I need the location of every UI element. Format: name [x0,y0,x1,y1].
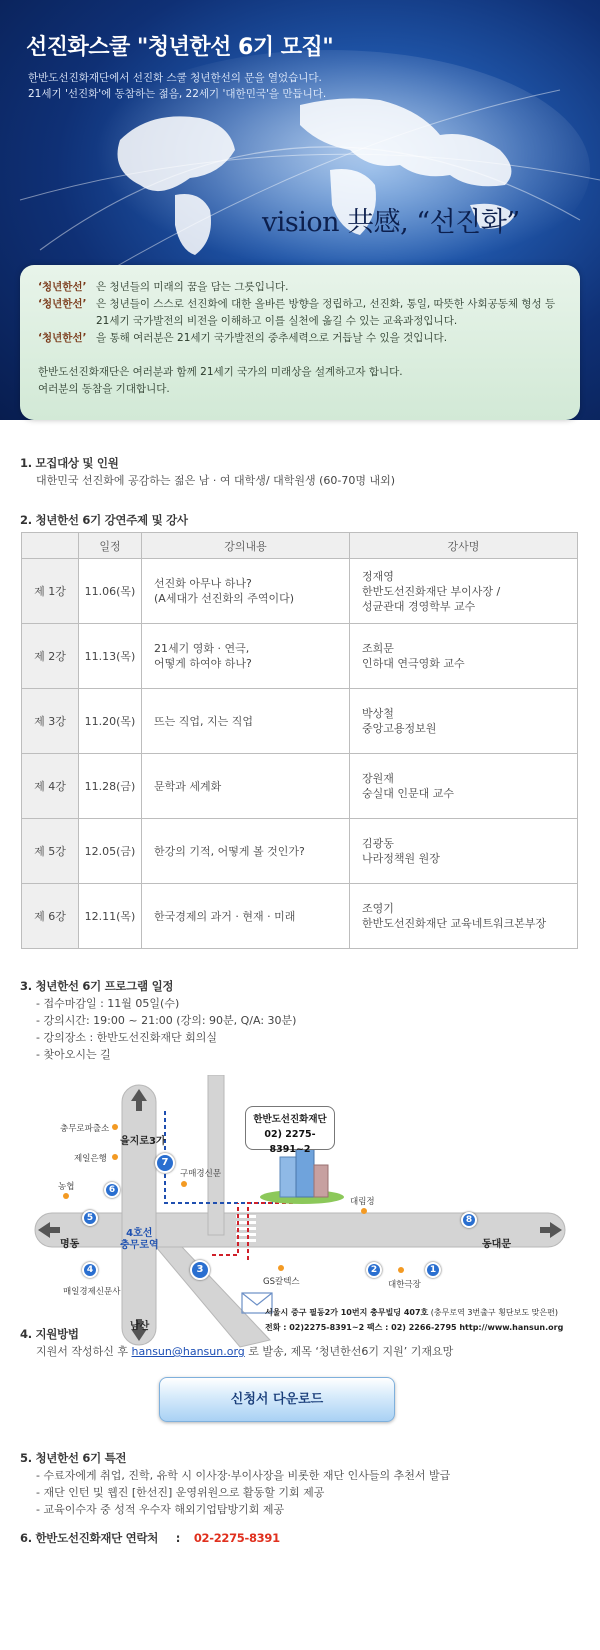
station-label [120,1228,159,1252]
lecture-topic-line: 문학과 세계화 [154,779,222,793]
lecture-topic-line: 21세기 영화 · 연극, [154,642,250,655]
exit-marker: 4 [82,1262,98,1278]
table-header-cell: 일정 [79,533,142,559]
lecture-topic-line: 한국경제의 과거 · 현재 · 미래 [154,909,296,923]
address-note: (충무로역 3번출구 횡단보도 맞은편) [430,1308,558,1317]
landmark-label: 매일경제신문사 [63,1287,121,1297]
lecture-topic-line: 어떻게 하여야 하나? [154,657,252,670]
hero-subtitle [28,70,326,102]
lecturer-line: 성균관대 경영학부 교수 [362,599,476,613]
lecture-topic [142,819,350,884]
contact-colon: : [175,1531,181,1545]
intro-row [38,279,562,296]
exit-marker: 2 [366,1262,382,1278]
landmark-dot [63,1193,69,1199]
intro-row [38,330,562,347]
section-5-title: 5. 청년한선 6기 특전 [20,1451,127,1465]
list-item: - 교육이수자 중 성적 우수자 해외기업탐방기회 제공 [36,1503,285,1516]
lecturer-line: 정재영 [362,569,394,583]
application-download-button[interactable]: 신청서 다운로드 [159,1377,395,1422]
table-row [22,689,578,754]
lecture-date: 11.28(금) [79,754,142,819]
lecturer [350,754,578,819]
lecture-topic [142,559,350,624]
exit-marker: 7 [155,1153,175,1173]
landmark-label: 충무로파출소 [60,1124,110,1134]
hero-subtitle-line: 한반도선진화재단에서 선진화 스쿨 청년한선의 문을 열었습니다. [28,72,322,84]
lecturer-line: 김광동 [362,837,394,850]
exit-marker: 1 [425,1262,441,1278]
lecturer-line: 한반도선진화재단 교육네트워크본부장 [362,917,547,930]
intro-outro-line: 한반도선진화재단은 여러분과 함께 21세기 국가의 미래상을 설계하고자 합니다. [38,366,403,378]
table-header-cell: 강의내용 [142,533,350,559]
list-item: - 강의장소 : 한반도선진화재단 회의실 [36,1031,218,1044]
exit-marker: 6 [104,1182,120,1198]
table-row [22,559,578,624]
intro-outro-line: 여러분의 동참을 기대합니다. [38,383,170,395]
section-4-title: 4. 지원방법 [20,1327,79,1341]
intro-value: 은 청년들의 미래의 꿈을 담는 그릇입니다. [96,281,289,293]
lecture-number: 제 5강 [22,819,79,884]
location-map [30,1075,570,1355]
landmark-label: 농협 [58,1182,75,1192]
lecturer [350,884,578,949]
address-main: 서울시 중구 필동2가 10번지 충무빌딩 407호 [265,1308,429,1317]
lecture-topic [142,754,350,819]
lecture-number: 제 4강 [22,754,79,819]
lecturer-line: 조영기 [362,902,394,915]
lecture-number: 제 3강 [22,689,79,754]
lecture-topic-line: 한강의 기적, 어떻게 볼 것인가? [154,844,305,858]
table-header-cell: 강사명 [350,533,578,559]
landmark-label: 대림정 [350,1197,375,1207]
apply-suffix: 로 발송, 제목 ‘청년한선6기 지원’ 기재요망 [248,1345,454,1358]
landmark-label: 구매경신문 [180,1169,222,1179]
lecture-number: 제 2강 [22,624,79,689]
lecturer [350,559,578,624]
lecture-topic [142,624,350,689]
lecturer-line: 장원재 [362,772,394,785]
lecture-date: 11.13(목) [79,624,142,689]
table-header-row [22,533,578,559]
list-item: - 수료자에게 취업, 진학, 유학 시 이사장·부이사장을 비롯한 재단 인사들의 추천서 발급 [36,1469,451,1482]
intro-value: 은 청년들이 스스로 선진화에 대한 올바른 방향을 정립하고, 선진화, 통일, 따뜻한 사회공동체 형성 등 21세기 국가발전의 비전을 이해하고 이를 실천에 옮길 수 있는 교육과정입니다. [96,298,556,327]
lecture-number: 제 6강 [22,884,79,949]
callout-line: 02) 2275-8391~2 [264,1129,316,1155]
station-line: 4호선 [126,1228,153,1239]
road-label-east: 동대문 [482,1239,511,1250]
lecture-number: 제 1강 [22,559,79,624]
landmark-label: GS칼텍스 [263,1277,300,1287]
lecturer [350,689,578,754]
lecturer-line: 중앙고용정보원 [362,722,437,735]
lecture-topic [142,884,350,949]
lecturer-line: 조희문 [362,642,394,655]
email-link[interactable]: hansun@hansun.org [131,1345,245,1358]
section-1-title: 1. 모집대상 및 인원 [20,456,119,470]
lecturer-line: 숭실대 인문대 교수 [362,787,455,800]
landmark-dot [112,1154,118,1160]
hero-subtitle-line: 21세기 '선진화'에 동참하는 젊음, 22세기 '대한민국'을 만듭니다. [28,88,327,100]
lecture-topic-line: 뜨는 직업, 지는 직업 [154,714,253,728]
road-label-west: 명동 [60,1239,80,1250]
exit-marker: 5 [82,1210,98,1226]
address-block [265,1305,563,1335]
table-row [22,884,578,949]
lecture-table [21,532,578,949]
intro-key: ‘청년한선’ [38,298,87,310]
lecture-date: 12.05(금) [79,819,142,884]
address-line [265,1305,563,1320]
table-row [22,624,578,689]
list-item: - 찾아오시는 길 [36,1048,111,1061]
section-1-text: 대한민국 선진화에 공감하는 젊은 남 · 여 대학생/ 대학원생 (60-70명 내외) [36,474,395,487]
table-row [22,819,578,884]
station-line: 충무로역 [120,1240,159,1251]
lecture-date: 12.11(목) [79,884,142,949]
foundation-callout [245,1106,335,1155]
lecture-topic-line: 선진화 아무나 하나? [154,577,252,590]
table-row [22,754,578,819]
lecturer-line: 한반도선진화재단 부이사장 / [362,584,501,598]
table-header-cell [22,533,79,559]
lecturer-line: 박상철 [362,707,394,720]
landmark-label: 제일은행 [74,1154,107,1164]
address-line: 전화 : 02)2275-8391~2 팩스 : 02) 2266-2795 http://www.hansun.org [265,1323,564,1332]
contact-phone: 02-2275-8391 [193,1531,280,1545]
landmark-dot [112,1124,118,1130]
section-2-title: 2. 청년한선 6기 강연주제 및 강사 [20,513,188,527]
hero-title: 선진화스쿨 "청년한선 6기 모집" [26,35,334,60]
landmark-dot [398,1267,404,1273]
road-label-south: 남산 [130,1321,150,1332]
lecturer [350,624,578,689]
landmark-dot [361,1208,367,1214]
landmark-label: 대한극장 [388,1280,421,1290]
vision-slogan: vision 共感, “선진화” [262,207,520,238]
callout-line: 한반도선진화재단 [253,1114,327,1125]
road-label-north: 을지로3가 [120,1136,166,1147]
landmark-dot [181,1181,187,1187]
landmark-dot [278,1265,284,1271]
intro-value: 을 통해 여러분은 21세기 국가발전의 중추세력으로 거듭날 수 있을 것입니다. [96,332,448,344]
lecturer-line: 나라정책원 원장 [362,852,440,865]
lecturer [350,819,578,884]
lecturer-line: 인하대 연극영화 교수 [362,657,465,670]
exit-marker: 8 [461,1212,477,1228]
lecture-topic-line: (A세대가 선진화의 주역이다) [154,592,294,605]
list-item: - 재단 인턴 및 웹진 [한선진] 운영위원으로 활동할 기회 제공 [36,1486,325,1499]
intro-row [38,296,562,330]
list-item: - 접수마감일 : 11월 05일(수) [36,997,180,1010]
section-3-list [36,995,296,1063]
intro-outro [38,364,562,398]
list-item: - 강의시간: 19:00 ~ 21:00 (강의: 90분, Q/A: 30분) [36,1014,297,1027]
contact-label: 6. 한반도선진화재단 연락처 [20,1531,159,1545]
intro-key: ‘청년한선’ [38,332,87,344]
section-4-text [36,1343,453,1360]
section-3-title: 3. 청년한선 6기 프로그램 일정 [20,979,174,993]
section-5-list [36,1467,450,1518]
lecture-date: 11.06(목) [79,559,142,624]
exit-marker: 3 [190,1260,210,1280]
intro-box [20,265,580,420]
intro-key: ‘청년한선’ [38,281,87,293]
section-6-title [20,1530,280,1546]
lecture-topic [142,689,350,754]
apply-prefix: 지원서 작성하신 후 [36,1345,129,1358]
lecture-date: 11.20(목) [79,689,142,754]
